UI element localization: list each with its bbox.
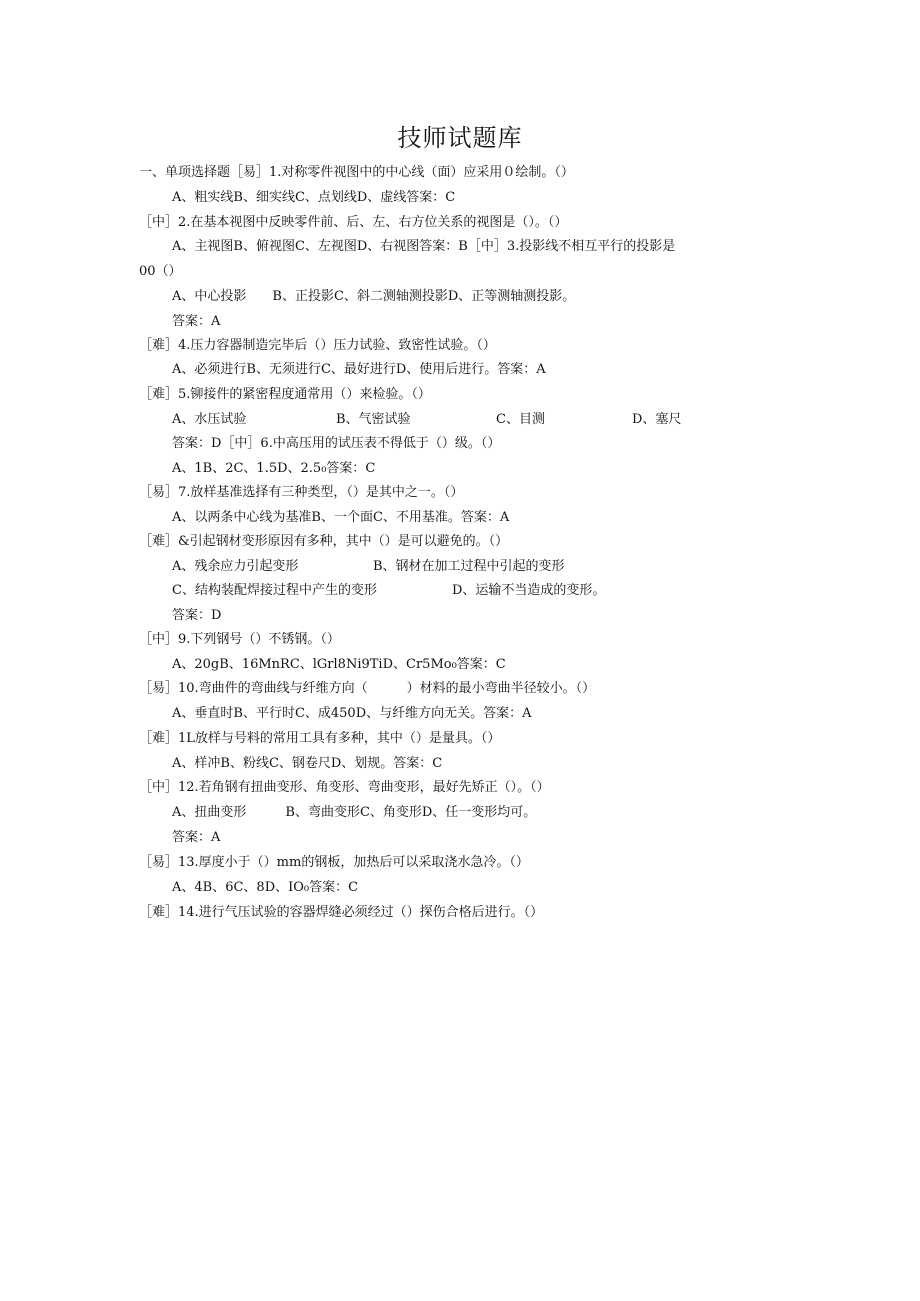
question-9-options: A、20gB、16MnRC、lGrl8Ni9TiD、Cr5Mo₀答案：C [172, 657, 506, 672]
question-8-option-c: C、结构装配焊接过程中产生的变形 [172, 583, 377, 598]
question-7: ［易］7.放样基准选择有三种类型，（）是其中之一。（） [139, 485, 464, 500]
page-title: 技师试题库 [397, 124, 523, 152]
question-3-options: A、中心投影 B、正投影C、斜二测轴测投影D、正等测轴测投影。 [172, 289, 576, 304]
question-5-option-d: D、塞尺 [632, 412, 682, 427]
question-2: ［中］2.在基本视图中反映零件前、后、左、右方位关系的视图是（）。（） [139, 215, 568, 230]
question-5-option-a: A、水压试验 [172, 412, 247, 427]
question-10-options: A、垂直时B、平行时C、成450D、与纤维方向无关。答案：A [172, 706, 532, 721]
question-14: ［难］14.进行气压试验的容器焊缝必须经过（）探伤合格后进行。（） [139, 905, 544, 920]
question-5: ［难］5.铆接件的紧密程度通常用（）来检验。（） [139, 387, 431, 402]
question-1: 一、单项选择题［易］1.对称零件视图中的中心线（面）应采用０绘制。（） [139, 165, 574, 180]
question-8-answer: 答案：D [172, 608, 222, 623]
question-8-option-a: A、残余应力引起变形 [172, 559, 299, 574]
question-4-options: A、必须进行B、无须进行C、最好进行D、使用后进行。答案：A [172, 362, 546, 377]
question-8-option-d: D、运输不当造成的变形。 [452, 583, 606, 598]
question-8: ［难］&引起钢材变形原因有多种，其中（）是可以避免的。（） [139, 534, 509, 549]
question-4: ［难］4.压力容器制造完毕后（）压力试验、致密性试验。（） [139, 338, 496, 353]
question-5-option-c: C、目测 [496, 412, 545, 427]
question-12-answer: 答案：A [172, 830, 221, 845]
question-6-options: A、1B、2C、1.5D、2.5₀答案：C [172, 461, 376, 476]
question-10: ［易］10.弯曲件的弯曲线与纤维方向（ ）材料的最小弯曲半径较小。（） [139, 681, 596, 696]
question-1-options: A、粗实线B、细实线C、点划线D、虚线答案：C [172, 190, 456, 205]
question-2-options: A、主视图B、俯视图C、左视图D、右视图答案：B［中］3.投影线不相互平行的投影是 [172, 239, 676, 254]
question-11: ［难］1L放样与号料的常用工具有多种，其中（）是量具。（） [139, 731, 501, 746]
question-12-options: A、扭曲变形 B、弯曲变形C、角变形D、任一变形均可。 [172, 805, 537, 820]
question-5-answer-question-6: 答案：D［中］6.中高压用的试压表不得低于（）级。（） [172, 436, 501, 451]
question-3-continuation: 00（） [139, 264, 182, 279]
question-12: ［中］12.若角钢有扭曲变形、角变形、弯曲变形，最好先矫正（）。（） [139, 780, 550, 795]
question-13-options: A、4B、6C、8D、IO₀答案：C [172, 880, 359, 895]
question-5-option-b: B、气密试验 [336, 412, 411, 427]
question-7-options: A、以两条中心线为基准B、一个面C、不用基准。答案：A [172, 510, 510, 525]
question-9: ［中］9.下列钢号（）不锈钢。（） [139, 632, 340, 647]
question-8-option-b: B、钢材在加工过程中引起的变形 [373, 559, 565, 574]
question-11-options: A、样冲B、粉线C、钢卷尺D、划规。答案：C [172, 756, 443, 771]
question-13: ［易］13.厚度小于（）mm的钢板，加热后可以采取浇水急冷。（） [139, 855, 529, 870]
question-3-answer: 答案：A [172, 314, 221, 329]
